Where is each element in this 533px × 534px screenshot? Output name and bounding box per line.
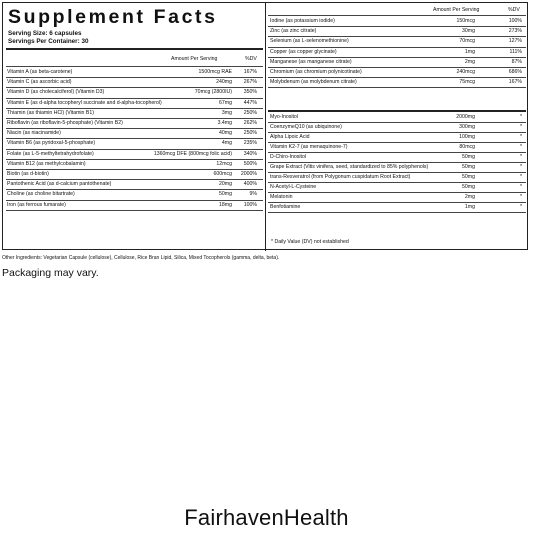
nutrient-amount: 3.4mg — [217, 120, 232, 126]
left-header-rule — [6, 66, 263, 67]
row-divider — [6, 189, 263, 190]
nutrient-amount: 50mg — [462, 154, 475, 160]
nutrient-name: Folate (as L-5-methyltetrahydrofolate) — [7, 150, 94, 157]
nutrient-name: Selenium (as L-selenomethionine) — [270, 38, 349, 45]
row-divider — [268, 162, 526, 163]
row-divider — [6, 169, 263, 170]
nutrient-name: CoenzymeQ10 (as ubiquinone) — [270, 124, 342, 130]
nutrient-amount: 1mg — [464, 204, 475, 210]
nutrient-name: Vitamin B12 (as methylcobalamin) — [7, 160, 86, 167]
nutrient-name: Vitamin D (as cholecalciferol) (Vitamin D3) — [7, 89, 105, 96]
column-divider — [265, 3, 266, 251]
nutrient-dv: 686% — [508, 69, 522, 75]
nutrient-name: Iron (as ferrous fumarate) — [7, 201, 66, 208]
nutrient-dv: 340% — [243, 150, 257, 157]
nutrient-name: Alpha Lipoic Acid — [270, 134, 310, 140]
nutrient-name: Thiamin (as thiamin HCl) (Vitamin B1) — [7, 109, 94, 116]
nutrient-dv: 250% — [243, 130, 257, 137]
nutrient-amount: 30mg — [462, 28, 475, 35]
right-section-divider — [268, 110, 526, 112]
nutrient-dv: 273% — [508, 28, 522, 35]
nutrient-amount: 600mcg — [213, 171, 232, 177]
nutrient-amount: 150mcg — [456, 18, 475, 24]
row-divider — [268, 47, 526, 48]
row-divider — [268, 36, 526, 37]
nutrient-amount: 2000mg — [456, 114, 475, 120]
nutrient-dv: 100% — [243, 201, 257, 208]
row-divider — [6, 128, 263, 129]
nutrient-amount: 70mcg (2800IU) — [194, 89, 232, 96]
row-divider — [268, 202, 526, 203]
left-dv-header: %DV — [245, 56, 257, 62]
nutrient-amount: 4mg — [221, 140, 232, 147]
row-divider — [6, 108, 263, 109]
row-divider — [268, 26, 526, 27]
nutrient-dv: 400% — [243, 181, 257, 188]
dv-footnote: * Daily Value (DV) not established — [271, 239, 349, 245]
nutrient-dv: * — [519, 204, 522, 210]
nutrient-name: Manganese (as manganese citrate) — [270, 58, 352, 65]
row-divider — [268, 182, 526, 183]
row-divider — [268, 67, 526, 68]
left-amount-header: Amount Per Serving — [171, 56, 218, 62]
row-divider — [6, 118, 263, 119]
nutrient-amount: 12mcg — [216, 160, 232, 167]
nutrient-name: Myo-Inositol — [270, 114, 298, 120]
nutrient-name: Niacin (as niacinamide) — [7, 130, 61, 137]
serving-size: Serving Size: 6 capsules — [8, 30, 82, 37]
row-divider — [268, 172, 526, 173]
left-header-divider — [6, 48, 263, 50]
row-divider — [6, 77, 263, 78]
nutrient-dv: * — [519, 144, 522, 150]
nutrient-name: Zinc (as zinc citrate) — [270, 28, 317, 35]
nutrient-amount: 2mg — [464, 194, 475, 200]
nutrient-name: N-Acetyl-L-Cysteine — [270, 184, 317, 190]
row-divider — [268, 192, 526, 193]
nutrient-dv: 9% — [249, 191, 257, 198]
nutrient-dv: 235% — [243, 140, 257, 147]
nutrient-name: Melatonin — [270, 194, 293, 200]
nutrient-dv: 87% — [511, 58, 522, 65]
nutrient-dv: * — [519, 164, 522, 170]
nutrient-dv: 111% — [509, 48, 522, 55]
row-divider — [268, 132, 526, 133]
nutrient-amount: 240mg — [216, 79, 232, 86]
nutrient-amount: 40mg — [219, 130, 232, 137]
nutrient-name: Benfotiamine — [270, 204, 301, 210]
nutrient-dv: 167% — [243, 69, 257, 75]
row-divider — [6, 159, 263, 160]
brand-name-part2: Health — [283, 505, 349, 530]
nutrient-dv: 250% — [243, 109, 257, 116]
nutrient-dv: 127% — [508, 38, 522, 45]
brand-name-part1: Fairhaven — [184, 505, 284, 530]
row-divider — [268, 212, 526, 213]
row-divider — [6, 87, 263, 88]
nutrient-dv: * — [519, 114, 522, 120]
row-divider — [268, 152, 526, 153]
nutrient-amount: 67mg — [219, 99, 232, 106]
nutrient-dv: 447% — [243, 99, 257, 106]
row-divider — [268, 87, 526, 88]
nutrient-amount: 240mcg — [456, 69, 475, 75]
row-divider — [6, 210, 263, 211]
row-divider — [268, 77, 526, 78]
nutrient-amount: 50mg — [219, 191, 232, 198]
other-ingredients: Other Ingredients: Vegetarian Capsule (cellulose), Cellulose, Rice Bran Lipid, Silica, Mixed Tocopherols (gamma, delta, beta). — [2, 255, 280, 261]
nutrient-name: Riboflavin (as riboflavin-5-phosphate) (Vitamin B2) — [7, 120, 123, 126]
nutrient-name: Grape Extract (Vitis vinifera, seed, standardized to 85% polyphenols) — [270, 164, 429, 170]
right-amount-header: Amount Per Serving — [433, 7, 480, 13]
nutrient-name: Vitamin K2-7 (as menaquinone-7) — [270, 144, 348, 150]
nutrient-name: Vitamin A (as beta-carotene) — [7, 69, 73, 75]
nutrient-dv: 350% — [243, 89, 257, 96]
nutrient-dv: 262% — [243, 120, 257, 126]
nutrient-name: Vitamin E (as d-alpha tocopheryl succinate and d-alpha-tocopherol) — [7, 99, 162, 106]
nutrient-amount: 50mg — [462, 174, 475, 180]
nutrient-amount: 70mcg — [459, 38, 475, 45]
nutrient-amount: 1mg — [464, 48, 475, 55]
right-dv-header: %DV — [508, 7, 520, 13]
nutrient-amount: 50mg — [462, 184, 475, 190]
row-divider — [268, 122, 526, 123]
nutrient-dv: * — [519, 184, 522, 190]
nutrient-name: Chromium (as chromium polynicotinate) — [270, 69, 362, 75]
packaging-note: Packaging may vary. — [2, 267, 99, 279]
nutrient-amount: 2mg — [464, 58, 475, 65]
nutrient-dv: 100% — [508, 18, 522, 24]
nutrient-amount: 75mcg — [459, 79, 475, 86]
nutrient-amount: 1360mcg DFE (800mcg folic acid) — [153, 150, 232, 157]
nutrient-dv: 267% — [243, 79, 257, 86]
nutrient-dv: * — [519, 134, 522, 140]
nutrient-name: D-Chiro-Inositol — [270, 154, 307, 160]
row-divider — [6, 179, 263, 180]
nutrient-dv: * — [519, 124, 522, 130]
nutrient-dv: * — [519, 194, 522, 200]
row-divider — [268, 142, 526, 143]
nutrient-name: Molybdenum (as molybdenum citrate) — [270, 79, 357, 86]
nutrient-name: Choline (as choline bitartrate) — [7, 191, 75, 198]
row-divider — [268, 57, 526, 58]
nutrient-amount: 100mg — [459, 134, 475, 140]
right-header-rule — [268, 15, 526, 16]
nutrient-name: Iodine (as potassium iodide) — [270, 18, 335, 24]
supplement-facts-panel — [2, 2, 528, 250]
row-divider — [6, 138, 263, 139]
row-divider — [6, 149, 263, 150]
nutrient-dv: 500% — [243, 160, 257, 167]
nutrient-amount: 50mg — [462, 164, 475, 170]
panel-title: Supplement Facts — [8, 6, 218, 28]
nutrient-amount: 20mg — [219, 181, 232, 188]
nutrient-name: Copper (as copper glycinate) — [270, 48, 337, 55]
nutrient-name: Vitamin C (as ascorbic acid) — [7, 79, 72, 86]
nutrient-dv: * — [519, 154, 522, 160]
nutrient-name: trans-Resveratrol (from Polygonum cuspidatum Root Extract) — [270, 174, 411, 180]
nutrient-dv: * — [519, 174, 522, 180]
nutrient-name: Vitamin B6 (as pyridoxal-5-phosphate) — [7, 140, 96, 147]
row-divider — [6, 98, 263, 99]
nutrient-name: Biotin (as d-biotin) — [7, 171, 49, 177]
nutrient-dv: 2000% — [240, 171, 257, 177]
nutrient-name: Pantothenic Acid (as d-calcium pantothenate) — [7, 181, 112, 188]
servings-per-container: Servings Per Container: 30 — [8, 38, 89, 45]
nutrient-amount: 80mcg — [459, 144, 475, 150]
brand-logo — [0, 505, 533, 531]
nutrient-amount: 3mg — [221, 109, 232, 116]
nutrient-amount: 300mg — [459, 124, 475, 130]
row-divider — [6, 200, 263, 201]
nutrient-amount: 1500mcg RAE — [198, 69, 232, 75]
nutrient-dv: 167% — [508, 79, 522, 86]
nutrient-amount: 18mg — [219, 201, 232, 208]
